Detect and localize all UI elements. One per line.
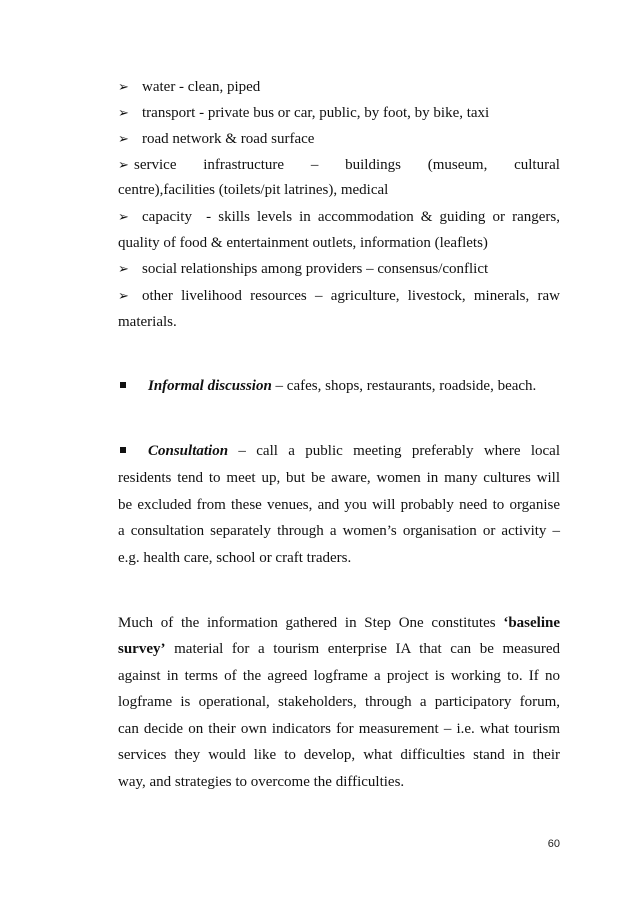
consultation-line: residents tend to meet up, but be aware, women in many cultures will	[118, 470, 560, 486]
list-item: ➢ water - clean, piped	[118, 79, 261, 95]
paragraph-line: way, and strategies to overcome the difficulties.	[118, 774, 405, 790]
arrow-bullet-icon: ➢	[118, 288, 129, 303]
consultation-line: e.g. health care, school or craft traders.	[118, 550, 352, 566]
square-bullet-icon	[118, 377, 148, 395]
list-item: ➢ road network & road surface	[118, 131, 315, 147]
paragraph-line: logframe is operational, stakeholders, through a participatory forum,	[118, 694, 560, 710]
arrow-bullet-icon: ➢	[118, 261, 129, 276]
arrow-bullet-icon: ➢	[118, 209, 129, 224]
paragraph-line: Much of the information gathered in Step One constitutes ‘baseline	[118, 615, 560, 631]
arrow-bullet-icon: ➢	[118, 131, 129, 146]
list-item: ➢ social relationships among providers – consensus/conflict	[118, 261, 489, 277]
square-bullet-icon	[118, 442, 148, 460]
paragraph-line: against in terms of the agreed logframe a project is working to. If no	[118, 668, 560, 684]
page-number: 60	[547, 838, 560, 850]
list-item: ➢ other livelihood resources – agriculture, livestock, minerals, raw	[118, 288, 560, 304]
list-item: ➢ capacity - skills levels in accommodation & guiding or rangers,	[118, 209, 560, 225]
consultation-line: a consultation separately through a women’s organisation or activity –	[118, 523, 560, 539]
list-item-continuation: materials.	[118, 314, 177, 330]
arrow-bullet-icon: ➢	[118, 157, 129, 172]
informal-discussion-item: Informal discussion – cafes, shops, restaurants, roadside, beach.	[118, 377, 560, 395]
list-item-continuation: quality of food & entertainment outlets, information (leaflets)	[118, 235, 488, 251]
list-item: ➢ service infrastructure – buildings (museum, cultural	[118, 157, 560, 173]
consultation-item: Consultation – call a public meeting preferably where local	[118, 442, 560, 460]
consultation-line: be excluded from these venues, and you will probably need to organise	[118, 497, 560, 513]
arrow-bullet-icon: ➢	[118, 105, 129, 120]
paragraph-line: can decide on their own indicators for measurement – i.e. what tourism	[118, 721, 560, 737]
paragraph-line: services they would like to develop, what difficulties stand in their	[118, 747, 560, 763]
list-item: ➢ transport - private bus or car, public, by foot, by bike, taxi	[118, 105, 490, 121]
paragraph-line: survey’ material for a tourism enterprise IA that can be measured	[118, 641, 560, 657]
arrow-bullet-icon: ➢	[118, 79, 129, 94]
list-item-continuation: centre),facilities (toilets/pit latrines), medical	[118, 182, 389, 198]
